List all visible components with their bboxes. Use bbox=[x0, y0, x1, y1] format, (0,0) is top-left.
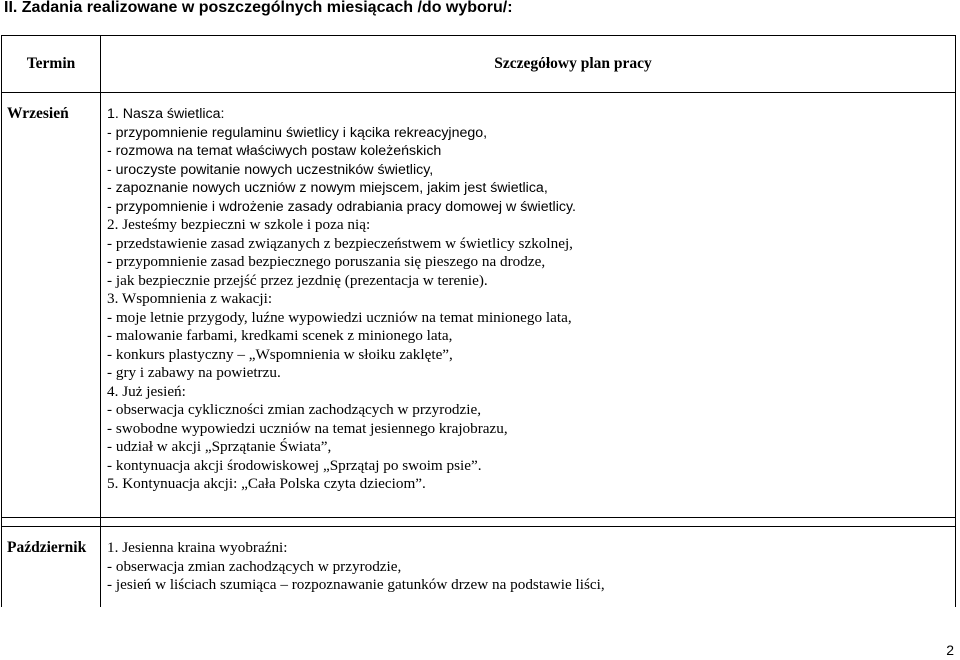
plan-line: - obserwacja zmian zachodzących w przyrodzie, bbox=[107, 557, 402, 575]
page-number: 2 bbox=[946, 642, 954, 658]
column-header-term: Termin bbox=[2, 36, 101, 93]
plan-line: - swobodne wypowiedzi uczniów na temat jesiennego krajobrazu, bbox=[107, 419, 508, 437]
plan-line: - rozmowa na temat właściwych postaw koleżeńskich bbox=[107, 143, 442, 159]
plan-line: - gry i zabawy na powietrzu. bbox=[107, 364, 281, 381]
table-row-october bbox=[2, 527, 956, 608]
plan-line: 1. Nasza świetlica: bbox=[107, 106, 225, 122]
plan-line: - kontynuacja akcji środowiskowej „Sprzątaj po swoim psie”. bbox=[107, 456, 482, 474]
plan-september bbox=[101, 93, 955, 494]
plan-line: - obserwacja cykliczności zmian zachodzących w przyrodzie, bbox=[107, 401, 482, 418]
table-header-row bbox=[2, 36, 956, 93]
plan-line: - konkurs plastyczny – „Wspomnienia w słoiku zaklęte”, bbox=[107, 345, 453, 363]
work-plan-table bbox=[1, 35, 956, 607]
plan-line: 3. Wspomnienia z wakacji: bbox=[107, 290, 273, 307]
plan-line: - moje letnie przygody, luźne wypowiedzi uczniów na temat minionego lata, bbox=[107, 308, 572, 326]
plan-line: - uroczyste powitanie nowych uczestników świetlicy, bbox=[107, 161, 434, 178]
plan-line: 2. Jesteśmy bezpieczni w szkole i poza nią: bbox=[107, 216, 371, 233]
plan-line: 5. Kontynuacja akcji: „Cała Polska czyta dzieciom”. bbox=[107, 475, 426, 492]
plan-line: - przypomnienie i wdrożenie zasady odrabiania pracy domowej w świetlicy. bbox=[107, 198, 576, 215]
plan-line: 4. Już jesień: bbox=[107, 382, 186, 400]
table-row-september bbox=[2, 93, 956, 518]
plan-line: - przypomnienie regulaminu świetlicy i kącika rekreacyjnego, bbox=[107, 124, 488, 141]
plan-line: - przedstawienie zasad związanych z bezpieczeństwem w świetlicy szkolnej, bbox=[107, 234, 573, 252]
plan-line: - zapoznanie nowych uczniów z nowym miejscem, jakim jest świetlica, bbox=[107, 180, 548, 196]
column-header-plan: Szczegółowy plan pracy bbox=[101, 36, 956, 93]
plan-line: 1. Jesienna kraina wyobraźni: bbox=[107, 539, 288, 556]
plan-line: - przypomnienie zasad bezpiecznego poruszania się pieszego na drodze, bbox=[107, 253, 546, 270]
term-october: Październik bbox=[7, 539, 87, 556]
section-heading: II. Zadania realizowane w poszczególnych miesiącach /do wyboru/: bbox=[4, 0, 513, 16]
plan-october bbox=[101, 527, 955, 595]
table-spacer-row bbox=[2, 518, 956, 527]
plan-line: - jak bezpiecznie przejść przez jezdnię (prezentacja w terenie). bbox=[107, 271, 488, 289]
plan-line: - malowanie farbami, kredkami scenek z minionego lata, bbox=[107, 327, 453, 344]
plan-line: - jesień w liściach szumiąca – rozpoznawanie gatunków drzew na podstawie liści, bbox=[107, 576, 605, 593]
plan-line: - udział w akcji „Sprzątanie Świata”, bbox=[107, 438, 332, 455]
term-september: Wrzesień bbox=[7, 105, 69, 122]
